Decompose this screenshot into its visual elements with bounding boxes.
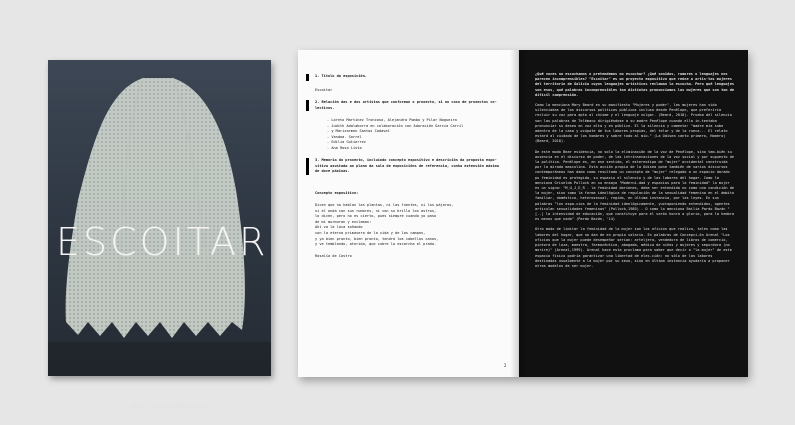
- right-page: [519, 50, 748, 377]
- poem-line: ni el onda con sus rumores, ni con su brillo los astros,: [315, 208, 437, 213]
- section-marker: [306, 158, 309, 175]
- artist-list: [315, 118, 517, 152]
- poem-line: Dicen que no hablan las plantas, ni las fuentes, ni los pájaros,: [315, 203, 454, 207]
- poem: [315, 203, 505, 248]
- list-item: - Loreto Martínez Troncoso, Alejandra Pombo y Pilar Nogueira: [327, 118, 517, 124]
- poem-line: de mí murmuran y exclaman:: [315, 219, 372, 224]
- section-marker: [306, 100, 309, 111]
- list-item: - Vandoa. Sorrel: [327, 135, 517, 141]
- concept-heading: Concepto expositivo:: [315, 191, 359, 195]
- intro-paragraph: ¿Qué voces no escuchamos o pretendemos no escuchar? ¿Qué sonidos, rumores o lenguajes nos parecen incomprensibles? "Escoitar" es un proyecto expositivo que reúne a artis-tas mujeres del territorio de Galicia cuyos lenguajes artísticos reclaman la escucha. Pero qué lenguajes son esos, qué palabras incomprensibles tan distintas pronunciamos las mujeres que son tan de difícil comprensión.: [535, 72, 735, 97]
- magazine-spread: [298, 50, 748, 377]
- poem-author: Rosalía de Castro: [315, 254, 352, 258]
- list-item: - Ana Rosa Lista: [327, 146, 517, 152]
- list-item: - Judith Adalaborra en colaboración con Adoración García Carril: [327, 124, 517, 130]
- list-item: - Edilia Gutierrez: [327, 140, 517, 146]
- page-number: 2: [504, 363, 507, 368]
- poem-line: lo dicen, pero no es cierto, pues siempre cuando yo paso: [315, 214, 437, 219]
- paragraph: Otro modo de limitar la feminidad de la mujer son los oficios que realiza, tales como las labores del hogar, que no dan de en propio salario. En palabras de Concepci-ón Arenal "Los oficios que la mujer puede desempeñar serían: arteljera, vendedora de libros de comercio, pintora de loza, maestra, farmacéutica, abogada, médica de niños y mujeres y sepurdora (no morire)" (Arenal,1999). Arenal hace esta proclama para saber que decir a "la mujer" de este espacio físico podría garantizar una libertad de elec-ción: no sólo de las labores destinadas usualmente a la mujer por su sexo, sino en última instancia ayudaría a proponer otros modelos de ser mujer.: [535, 227, 732, 268]
- left-page: [298, 50, 519, 377]
- veil-photo: [48, 60, 271, 376]
- section-marker: [306, 74, 309, 81]
- poem-line: con la eterna primavera de la vida y de los campos,: [315, 230, 426, 235]
- lace-veil: [66, 78, 245, 338]
- section1-heading: 1. Título da exposición.: [315, 74, 367, 78]
- photo-credit: Foto: cortesía Adalaborra: [132, 404, 208, 410]
- section1-value: Escoitar: [315, 88, 333, 92]
- spine-shadow: [510, 50, 528, 377]
- poem-line: y ve temblando, aterida, que cubre la escarcha el prado.: [315, 242, 437, 247]
- body-text: [535, 72, 735, 274]
- magazine-cover: [48, 60, 271, 410]
- list-item: - y Marizarmen Santos Cadaval: [327, 129, 517, 135]
- cover-title: ESCOITAR: [56, 220, 269, 264]
- poem-line: Ahí va la loca soñando: [315, 225, 363, 230]
- paragraph: Como la menciona Mary Beard en su manifiesto "Mujeres y poder", las mujeres han sido silenciadas de los discursos políticos públicos incluso desde Penélope, que preferiría recluir su voz para apto al chisme y el lenguaje vulgar. (Beard, 2018). Prueba del silencio son las palabras de Telémaco dirigiéndose a su madre Penélope cuando ella in-tentaba pronunciar su deseo en voz alta y en público. El la silencia y comenta: "madre mía sube adentro de la casa y ocúpate de tus labores propias, del telar y de la rueca... El relato estará al cuidado de los hombres y sobre todo al mío." (La Odisea canto primero, Homero)(Beard, 2018).: [535, 103, 732, 144]
- section3-heading: 3. Memoria do proxecto, incluíndo concepto expositivo e descrición da proposta expo-sitiva axustada ao plano da sala de exposicións de referencia, cunha extensión máxima de doce páxinas.: [315, 158, 499, 174]
- paragraph: De este modo Bear evidencia, no solo la eliminación de la voz de Penélope, sino tam-bién su ausencia en el discurso de poder, de las intrínsecaciones de la voz social y por supuesto de la política. Penélope es, en ese sentido, el estereotipo de "mujer" occidental construida por la mirada masculina. Esta acción propia de la Odisea pone también de varios discursos contemporáneos han dado como resultado un concepto de "mujer" relegado a un espacio dorado pu feminidad es protegida, su espacio el silencio y de las labores del hogar. Como la menciona Griselda Pollock en su ensayo "Moderni-dad y espacios para la feminidad" la mujer es un signo: "M_U_J_E_R - la feminidad dorienes, debe ser entendida no como una condición de la mujer, sino como la forma ideológica de regulación de la sexualidad femenina en el ámbito familiar, doméstico, heterosexual, regido, en última instancia, por las leyes. En sus palabras "los espa-cios de la feminidad ideológicamente, yuxtaponiendo entendidos, agentes articulan sexualidades femeninas" (Pollock,1985) - O como lo menciona Emilia Pardo Bazán "[..] la intensidad de educación, que constituye para el varón honra a gloria, para la hembra es menos que nada" (Pardo Bazán, '14): [535, 149, 735, 222]
- section2-heading: 2. Relación das e dos artistas que conforman o proxecto, xi no caso de proxectos co-lectivos.: [315, 100, 497, 110]
- poem-line: y ya bien pronto, bien pronto, tendrá los cabellos canos,: [315, 236, 439, 241]
